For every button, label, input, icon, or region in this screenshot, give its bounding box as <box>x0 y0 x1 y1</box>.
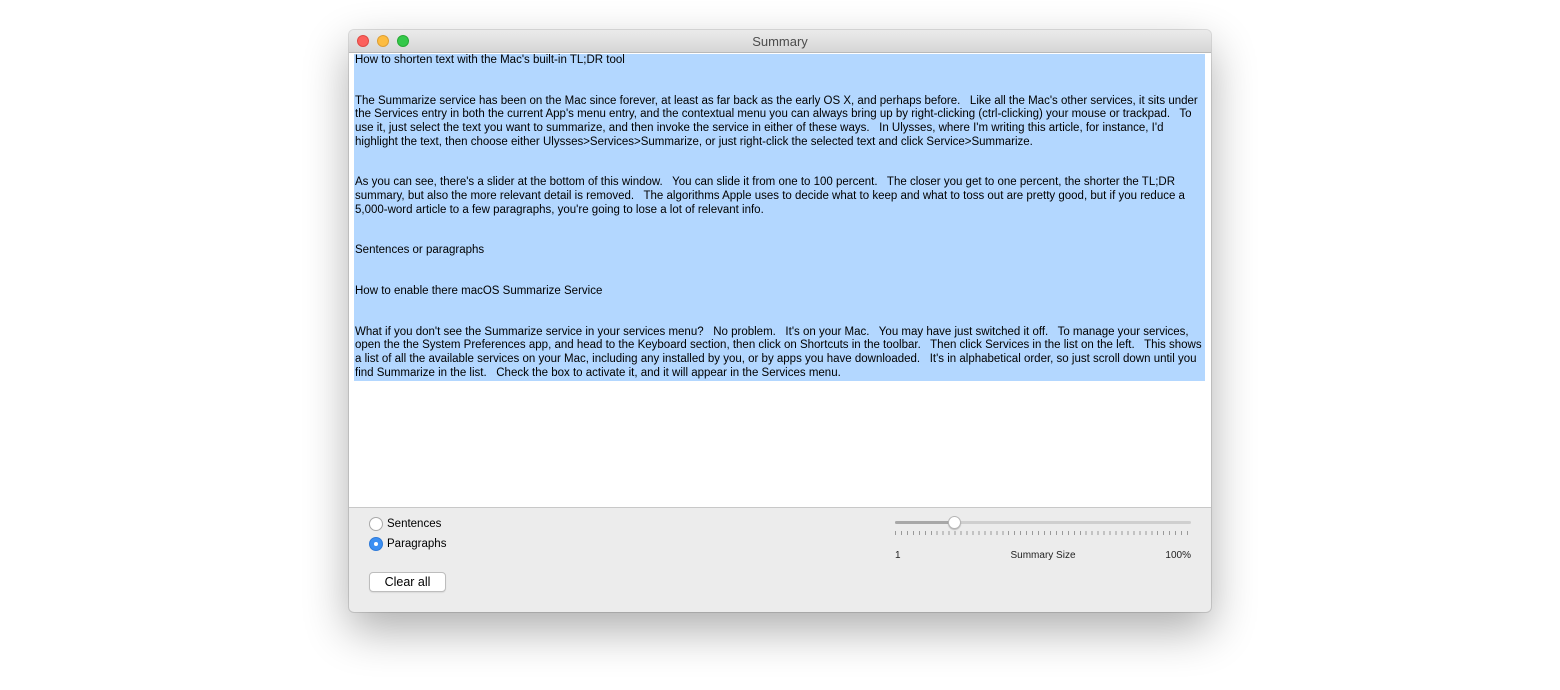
slider-thumb[interactable] <box>948 516 961 529</box>
selected-text-block[interactable] <box>354 54 1205 381</box>
title-bar[interactable] <box>349 30 1211 53</box>
vertical-scrollbar[interactable] <box>1205 53 1211 507</box>
slider-max-label: 100% <box>1165 550 1191 561</box>
radio-sentences-circle[interactable] <box>369 517 383 531</box>
summary-window <box>349 30 1211 612</box>
slider-fill <box>895 521 954 524</box>
heading-enable-service[interactable]: How to enable there macOS Summarize Service <box>355 285 603 298</box>
slider-tick-marks <box>895 531 1191 535</box>
window-title: Summary <box>752 34 808 49</box>
summary-size-slider[interactable] <box>895 514 1191 561</box>
radio-paragraphs-circle[interactable] <box>369 537 383 551</box>
clear-all-button[interactable]: Clear all <box>369 572 446 592</box>
slider-min-label: 1 <box>895 550 901 561</box>
paragraph-enable-instructions[interactable]: What if you don't see the Summarize service in your services menu? No problem. It's on your Mac. You may have just switched it off. To manage your services, open the the System Preferences app, and head to the Keyboard section, then click on Shortcuts in the toolbar. Then click Services in the list on the left. This shows a list of all the available services on your Mac, including any installed by you, or by apps you have downloaded. It's in alphabetical order, so just scroll down until you find Summarize in the list. Check the box to activate it, and it will appear in the Services menu. <box>355 325 1205 379</box>
summary-controls-panel <box>349 508 1211 612</box>
paragraph-summarize-intro[interactable]: The Summarize service has been on the Mac since forever, at least as far back as the early OS X, and perhaps before. Like all the Mac's other services, it sits under the Services entry in both the current App's menu entry, and the contextual menu you can always bring up by right-clicking (ctrl-clicking) your mouse or trackpad. To use it, just select the text you want to summarize, and then invoke the service in either of these ways. In Ulysses, where I'm writing this article, for instance, I'd highlight the text, then choose either Ulysses>Services>Summarize, or just right-click the selected text and click Service>Summarize. <box>355 94 1201 148</box>
heading-sentences-or-paragraphs[interactable]: Sentences or paragraphs <box>355 244 485 257</box>
radio-sentences-label[interactable]: Sentences <box>387 518 442 530</box>
radio-sentences[interactable] <box>369 516 441 532</box>
slider-track[interactable] <box>895 521 1191 524</box>
radio-paragraphs[interactable] <box>369 536 446 552</box>
slider-title-label: Summary Size <box>1010 550 1076 561</box>
summary-text-view[interactable] <box>349 53 1211 508</box>
article-title[interactable]: How to shorten text with the Mac's built-in TL;DR tool <box>355 54 625 66</box>
paragraph-slider-explanation[interactable]: As you can see, there's a slider at the bottom of this window. You can slide it from one to 100 percent. The closer you get to one percent, the shorter the TL;DR summary, but also the more relevant detail is removed. The algorithms Apple uses to decide what to keep and what to toss out are pretty good, but if you reduce a 5,000-word article to a few paragraphs, you're going to lose a lot of relevant info. <box>355 176 1189 216</box>
radio-paragraphs-label[interactable]: Paragraphs <box>387 538 447 550</box>
